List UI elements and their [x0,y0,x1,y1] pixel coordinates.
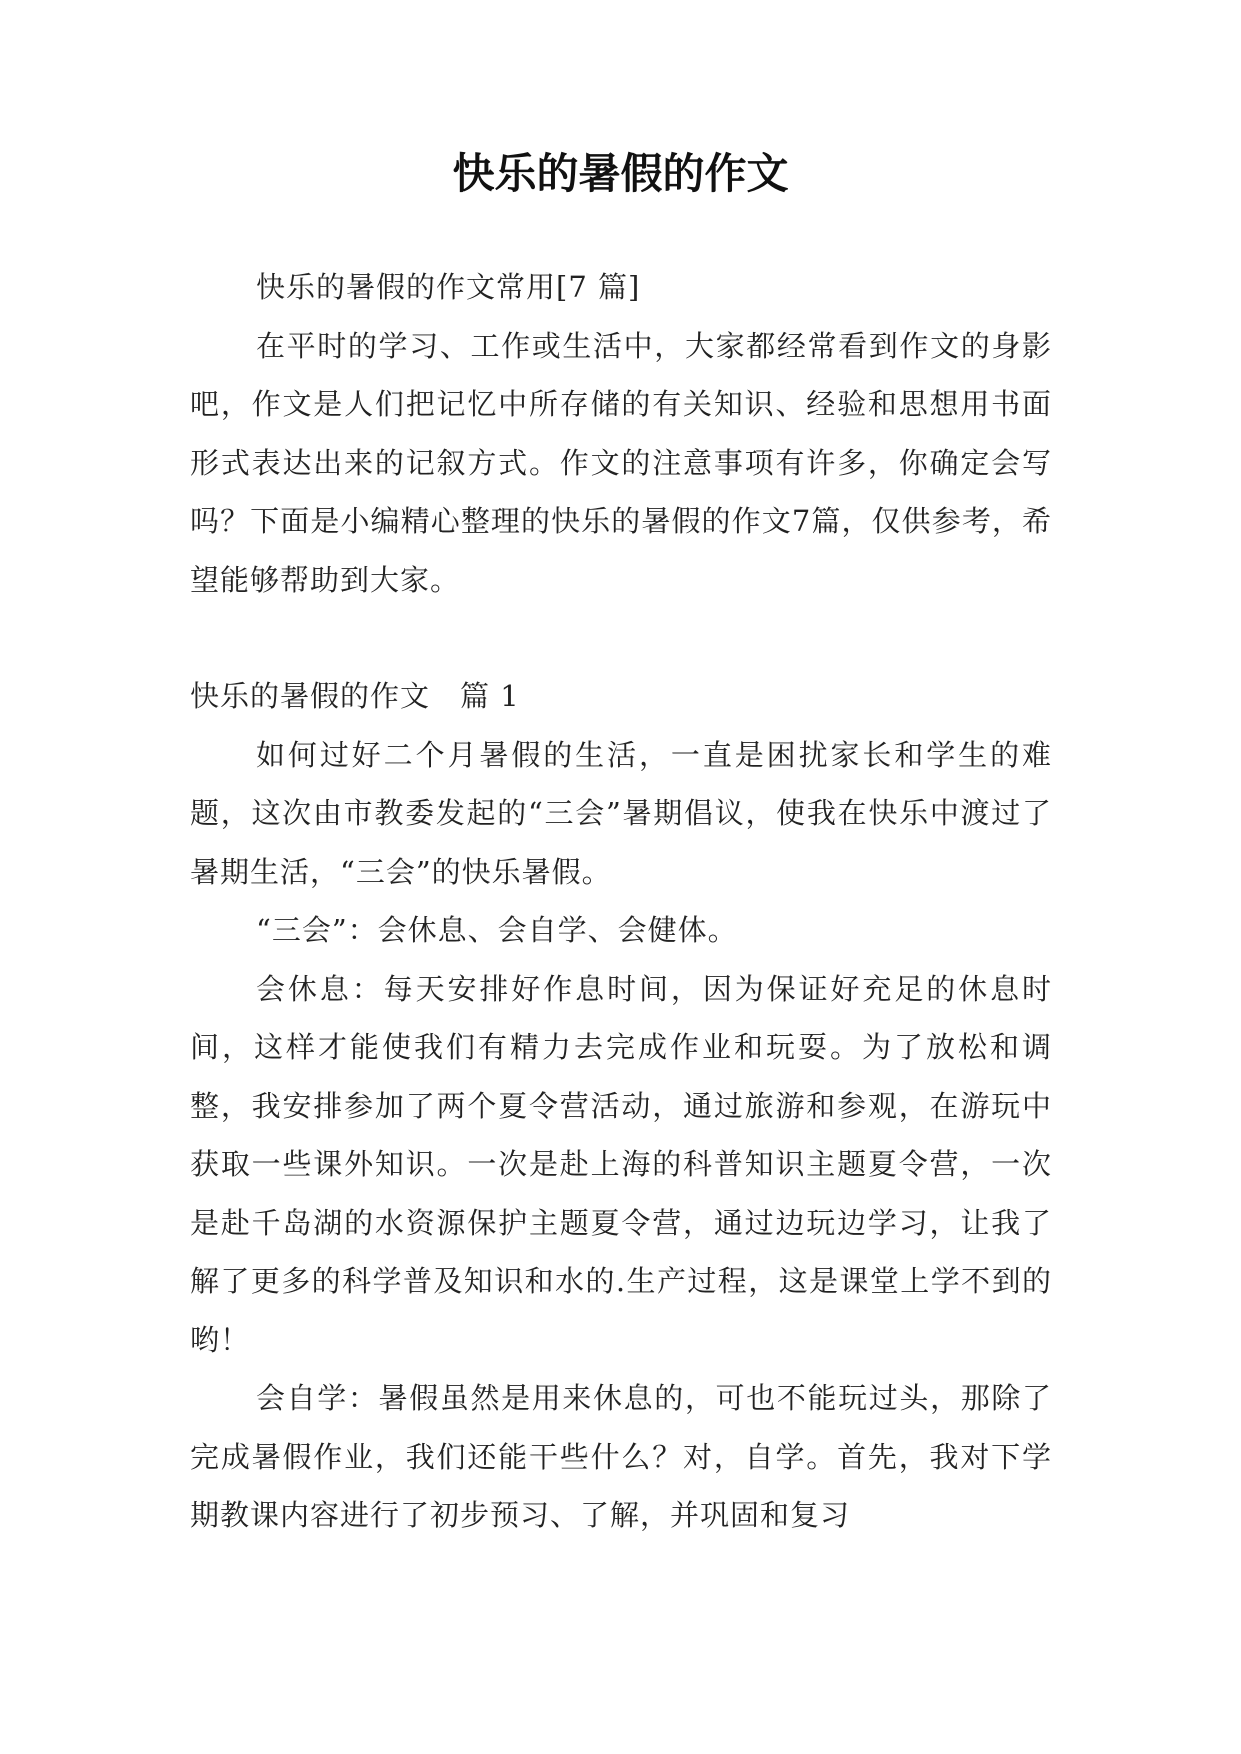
document-body [190,258,1052,1545]
section-spacer [190,609,1052,667]
section-heading: 快乐的暑假的作文 篇 1 [190,679,520,713]
body-paragraph-2: “三会”：会休息、会自学、会健体。 [256,913,738,947]
body-paragraph-3: 会休息：每天安排好作息时间，因为保证好充足的休息时间，这样才能使我们有精力去完成作业和玩耍。为了放松和调整，我安排参加了两个夏令营活动，通过旅游和参观，在游玩中获取一些课外知识。一次是赴上海的科普知识主题夏令营，一次是赴千岛湖的水资源保护主题夏令营，通过边玩边学习，让我了解了更多的科学普及知识和水的.生产过程，这是课堂上学不到的哟！ [190,971,1052,1357]
body-paragraph-1: 如何过好二个月暑假的生活，一直是困扰家长和学生的难题，这次由市教委发起的“三会”暑期倡议，使我在快乐中渡过了暑期生活，“三会”的快乐暑假。 [190,737,1052,889]
subtitle-line: 快乐的暑假的作文常用[7 篇] [256,270,641,304]
document-title: 快乐的暑假的作文 [452,149,789,198]
body-paragraph-4: 会自学：暑假虽然是用来休息的，可也不能玩过头，那除了完成暑假作业，我们还能干些什么？对，自学。首先，我对下学期教课内容进行了初步预习、了解，并巩固和复习 [190,1381,1052,1532]
intro-paragraph: 在平时的学习、工作或生活中，大家都经常看到作文的身影吧，作文是人们把记忆中所存储的有关知识、经验和思想用书面形式表达出来的记叙方式。作文的注意事项有许多，你确定会写吗？下面是小编精心整理的快乐的暑假的作文7篇，仅供参考，希望能够帮助到大家。 [190,328,1052,597]
